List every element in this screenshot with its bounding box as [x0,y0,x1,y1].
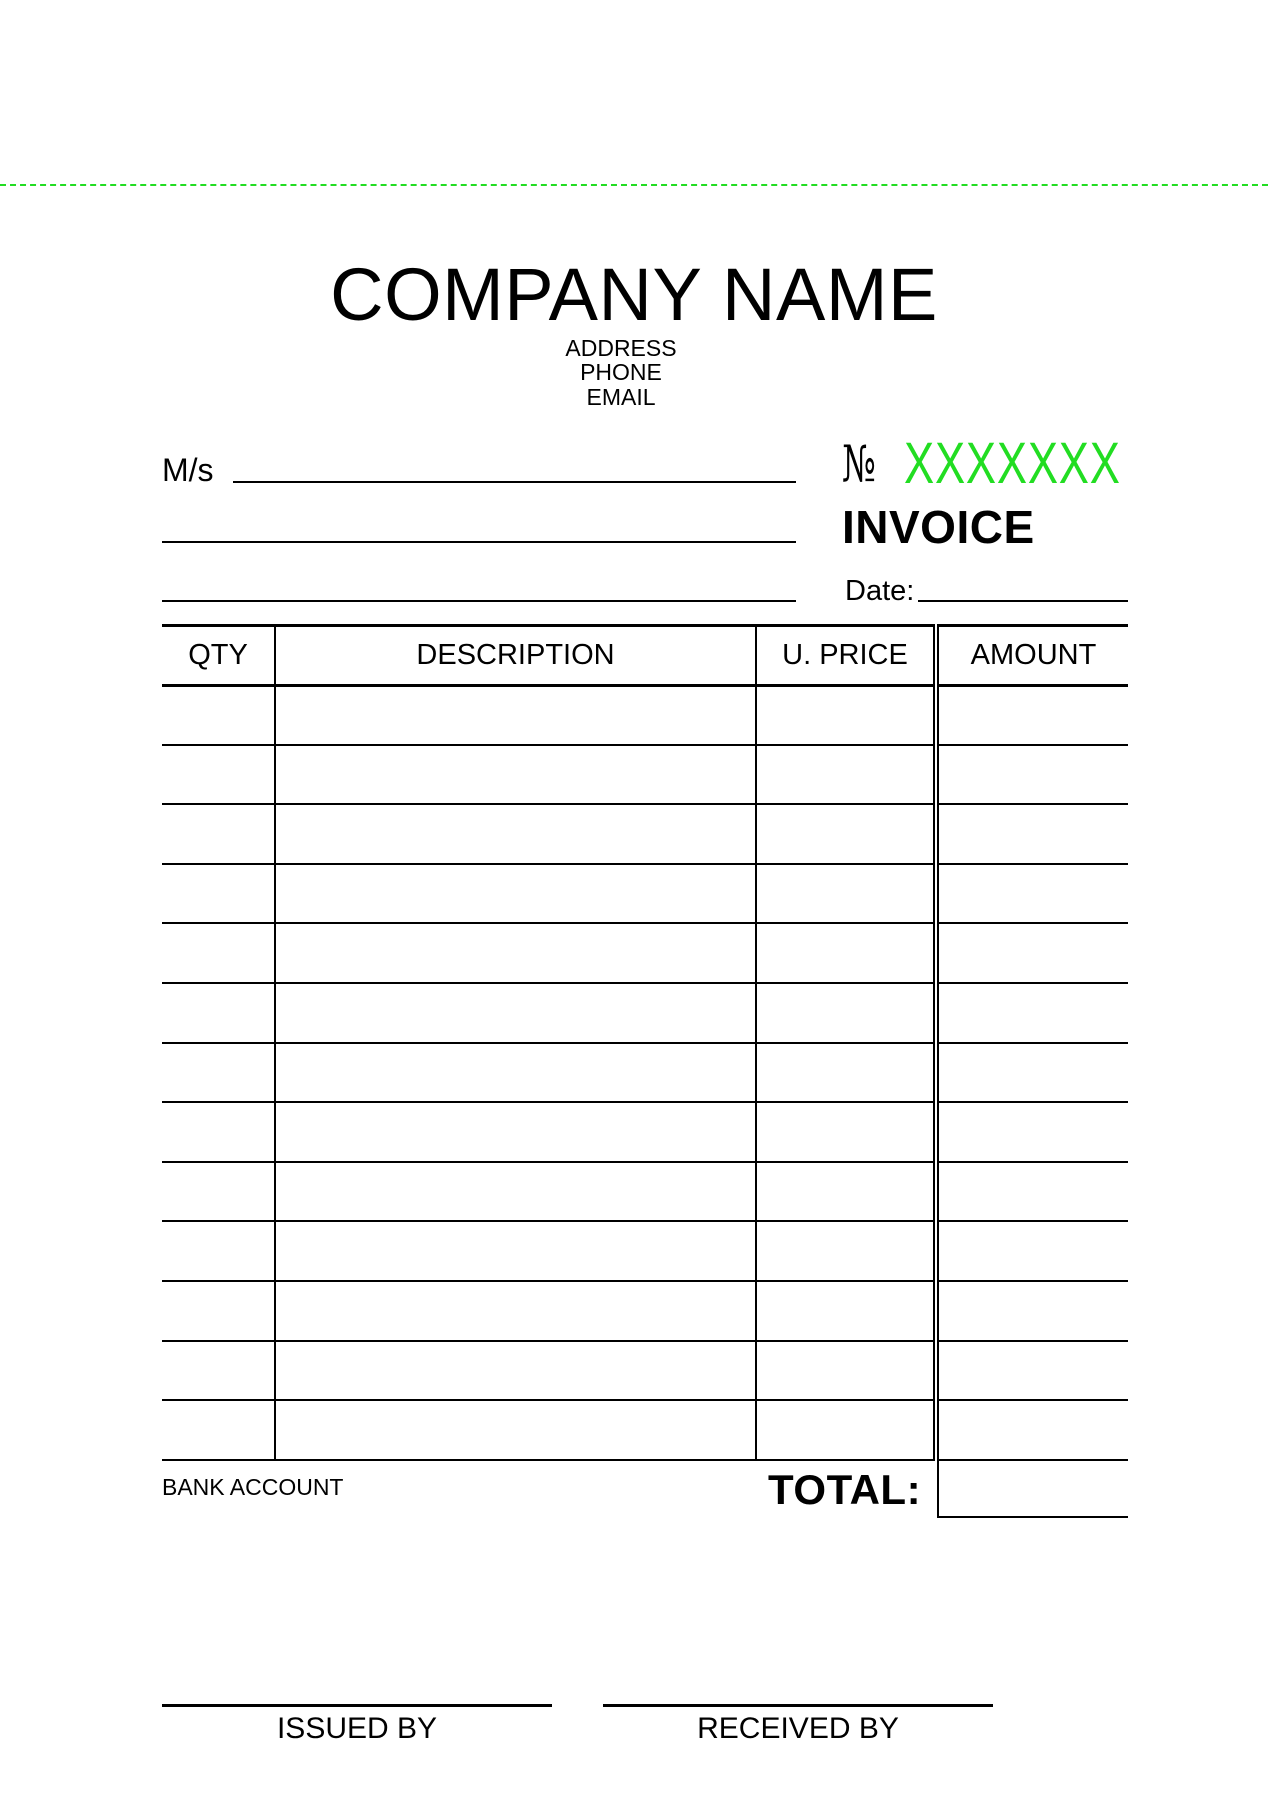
table-row [162,1043,1128,1103]
cell-amount [936,1043,1128,1103]
cell-qty [162,1400,275,1460]
table-row [162,804,1128,864]
customer-label: M/s [162,452,214,488]
date-label: Date: [845,575,915,607]
cell-unit-price [756,1400,936,1460]
cell-description [275,1400,756,1460]
cell-unit-price [756,864,936,924]
table-row [162,923,1128,983]
cell-amount [936,1221,1128,1281]
customer-line-1 [233,481,796,483]
table-row [162,1281,1128,1341]
table-row [162,745,1128,805]
table-row [162,1400,1128,1460]
items-table [162,624,1128,1461]
table-row [162,1341,1128,1401]
cell-qty [162,745,275,805]
issued-by-label: ISSUED BY [276,1712,438,1745]
cell-unit-price [756,983,936,1043]
cell-amount [936,1400,1128,1460]
table-row [162,1162,1128,1222]
cell-unit-price [756,685,936,745]
header-description: DESCRIPTION [275,626,756,686]
cell-amount [936,923,1128,983]
cell-unit-price [756,1281,936,1341]
cell-description [275,1102,756,1162]
table-row [162,983,1128,1043]
cell-amount [936,983,1128,1043]
cell-amount [936,1162,1128,1222]
header-qty: QTY [162,626,275,686]
cell-qty [162,923,275,983]
cell-amount [936,1341,1128,1401]
cell-unit-price [756,923,936,983]
items-body [162,685,1128,1460]
date-line [918,600,1128,602]
cell-description [275,804,756,864]
header-unit-price: U. PRICE [756,626,936,686]
company-phone: PHONE [580,359,662,385]
cell-qty [162,1341,275,1401]
cell-qty [162,1221,275,1281]
cell-description [275,745,756,805]
cell-unit-price [756,1043,936,1103]
cell-qty [162,804,275,864]
table-header-row [162,626,1128,686]
company-email: EMAIL [586,384,656,410]
table-row [162,685,1128,745]
received-by-label: RECEIVED BY [697,1712,899,1745]
cell-description [275,1221,756,1281]
cell-description [275,923,756,983]
cell-qty [162,1162,275,1222]
cell-unit-price [756,804,936,864]
issued-by-line [162,1704,552,1707]
cell-description [275,1341,756,1401]
cell-unit-price [756,1102,936,1162]
cell-qty [162,1281,275,1341]
cell-unit-price [756,1341,936,1401]
cell-description [275,685,756,745]
cell-amount [936,864,1128,924]
company-address: ADDRESS [565,335,677,361]
cell-qty [162,864,275,924]
cell-qty [162,1043,275,1103]
header-amount: AMOUNT [936,626,1128,686]
invoice-title: INVOICE [842,501,1035,553]
cell-amount [936,745,1128,805]
cell-description [275,983,756,1043]
cell-qty [162,1102,275,1162]
cell-amount [936,804,1128,864]
perforation-dashed-line [0,184,1268,186]
cell-unit-price [756,745,936,805]
cell-description [275,864,756,924]
table-row [162,864,1128,924]
table-row [162,1221,1128,1281]
cell-amount [936,1281,1128,1341]
table-row [162,1102,1128,1162]
cell-amount [936,685,1128,745]
cell-qty [162,983,275,1043]
company-name: COMPANY NAME [330,253,938,336]
cell-description [275,1043,756,1103]
customer-line-2 [162,541,796,543]
invoice-number: XXXXXXX [904,431,1121,496]
received-by-line [603,1704,993,1707]
cell-amount [936,1102,1128,1162]
cell-unit-price [756,1162,936,1222]
total-label: TOTAL: [768,1466,922,1513]
cell-qty [162,685,275,745]
total-box [937,1458,1128,1518]
bank-account-label: BANK ACCOUNT [162,1474,344,1500]
cell-description [275,1281,756,1341]
cell-description [275,1162,756,1222]
customer-line-3 [162,600,796,602]
cell-unit-price [756,1221,936,1281]
number-sign: № [842,435,877,493]
